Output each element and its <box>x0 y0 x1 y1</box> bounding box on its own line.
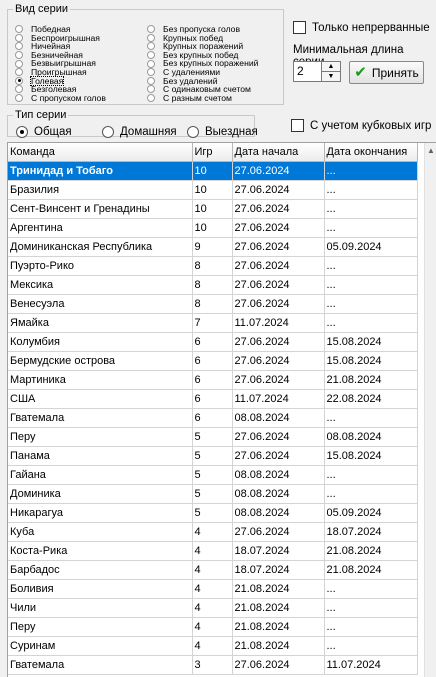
cell-team: Доминиканская Республика <box>8 237 192 256</box>
cell-end-date: 18.07.2024 <box>324 522 417 541</box>
table-row[interactable] <box>8 332 417 351</box>
cell-games: 6 <box>192 408 232 427</box>
cell-team: Чили <box>8 598 192 617</box>
cell-end-date: 08.08.2024 <box>324 427 417 446</box>
radio-icon[interactable] <box>15 34 23 42</box>
series-kind-label: Крупных поражений <box>163 41 244 52</box>
cell-start-date: 27.06.2024 <box>232 370 324 389</box>
vertical-scrollbar[interactable] <box>424 143 436 677</box>
radio-icon[interactable] <box>147 85 155 93</box>
only-continuous-label: Только непрерванные <box>312 21 430 34</box>
cell-games: 4 <box>192 560 232 579</box>
cell-end-date: 05.09.2024 <box>324 503 417 522</box>
series-type-label: Выездная <box>205 126 258 138</box>
cell-start-date: 27.06.2024 <box>232 180 324 199</box>
cell-team: Куба <box>8 522 192 541</box>
cell-games: 10 <box>192 161 232 180</box>
stepper-arrows[interactable] <box>321 62 340 81</box>
cell-team: Бразилия <box>8 180 192 199</box>
series-kind-label: С удалениями <box>163 66 221 77</box>
cell-team: Перу <box>8 617 192 636</box>
cell-start-date: 11.07.2024 <box>232 313 324 332</box>
column-header-end-date[interactable]: Дата окончания <box>324 143 417 161</box>
cell-end-date: ... <box>324 598 417 617</box>
table-row[interactable] <box>8 579 417 598</box>
cell-start-date: 27.06.2024 <box>232 446 324 465</box>
cell-end-date: ... <box>324 218 417 237</box>
cell-start-date: 27.06.2024 <box>232 275 324 294</box>
cup-games-checkbox[interactable] <box>291 119 431 132</box>
cell-end-date: 15.08.2024 <box>324 351 417 370</box>
column-header-games[interactable]: Игр <box>192 143 232 161</box>
series-type-option-total[interactable] <box>16 126 72 138</box>
table-row[interactable] <box>8 294 417 313</box>
series-type-group <box>7 109 258 138</box>
cell-team: Мартиника <box>8 370 192 389</box>
cell-start-date: 27.06.2024 <box>232 199 324 218</box>
cell-end-date: ... <box>324 199 417 218</box>
radio-icon[interactable] <box>147 60 155 68</box>
radio-icon[interactable] <box>15 85 23 93</box>
series-kind-label: Безвыигрышная <box>31 58 96 69</box>
cell-team: Бермудские острова <box>8 351 192 370</box>
series-kind-label: С пропуском голов <box>31 92 106 103</box>
series-kind-option[interactable] <box>15 94 106 103</box>
series-kind-option[interactable] <box>147 94 258 103</box>
cell-team: Панама <box>8 446 192 465</box>
series-kind-label: Без удалений <box>163 75 218 86</box>
table-body <box>8 161 417 674</box>
cell-end-date: ... <box>324 313 417 332</box>
cell-start-date: 18.07.2024 <box>232 541 324 560</box>
scroll-up-icon[interactable]: ▲ <box>427 145 435 155</box>
table-row[interactable] <box>8 598 417 617</box>
table-header-row <box>8 143 417 161</box>
cell-start-date: 21.08.2024 <box>232 598 324 617</box>
table-row[interactable] <box>8 370 417 389</box>
radio-icon[interactable] <box>147 51 155 59</box>
apply-button-label: Принять <box>371 65 419 80</box>
radio-icon[interactable] <box>15 51 23 59</box>
series-grid <box>8 143 418 675</box>
cell-start-date: 08.08.2024 <box>232 408 324 427</box>
cell-team: Гватемала <box>8 408 192 427</box>
table-row[interactable] <box>8 199 417 218</box>
radio-icon[interactable] <box>15 25 23 33</box>
cell-end-date: ... <box>324 636 417 655</box>
cell-start-date: 27.06.2024 <box>232 256 324 275</box>
cell-games: 4 <box>192 598 232 617</box>
cell-games: 4 <box>192 522 232 541</box>
cell-end-date: 15.08.2024 <box>324 332 417 351</box>
cell-team: Барбадос <box>8 560 192 579</box>
cell-start-date: 27.06.2024 <box>232 522 324 541</box>
cell-team: Никарагуа <box>8 503 192 522</box>
table-row[interactable] <box>8 180 417 199</box>
table-row[interactable] <box>8 389 417 408</box>
cell-end-date: ... <box>324 408 417 427</box>
only-continuous-checkbox[interactable] <box>293 21 430 34</box>
table-row[interactable] <box>8 560 417 579</box>
cell-start-date: 27.06.2024 <box>232 655 324 674</box>
table-row[interactable] <box>8 636 417 655</box>
cell-end-date: ... <box>324 579 417 598</box>
stepper-down-icon[interactable]: ▼ <box>322 71 340 81</box>
cell-team: Колумбия <box>8 332 192 351</box>
table-row[interactable] <box>8 503 417 522</box>
cell-games: 5 <box>192 465 232 484</box>
cell-end-date: 21.08.2024 <box>324 370 417 389</box>
radio-icon[interactable] <box>15 60 23 68</box>
table-row[interactable] <box>8 275 417 294</box>
cell-games: 6 <box>192 351 232 370</box>
radio-icon[interactable] <box>147 94 155 102</box>
series-kind-label: Ничейная <box>31 41 71 52</box>
cell-end-date: ... <box>324 484 417 503</box>
cell-team: Пуэрто-Рико <box>8 256 192 275</box>
series-type-label: Общая <box>34 126 72 138</box>
apply-button[interactable] <box>349 61 424 84</box>
cell-team: Тринидад и Тобаго <box>8 161 192 180</box>
series-table[interactable] <box>7 142 436 677</box>
cell-games: 4 <box>192 541 232 560</box>
cell-games: 4 <box>192 636 232 655</box>
table-row[interactable] <box>8 655 417 674</box>
table-row[interactable] <box>8 617 417 636</box>
cell-end-date: 22.08.2024 <box>324 389 417 408</box>
cell-end-date: ... <box>324 275 417 294</box>
cell-end-date: ... <box>324 617 417 636</box>
min-length-stepper[interactable] <box>293 61 341 82</box>
series-kind-label: Без крупных побед <box>163 49 239 60</box>
cell-games: 4 <box>192 579 232 598</box>
series-kind-label: Крупных побед <box>163 32 224 43</box>
cell-start-date: 08.08.2024 <box>232 465 324 484</box>
series-kind-label: Победная <box>31 24 71 34</box>
series-type-legend: Тип серии <box>15 109 67 121</box>
series-kind-label: С разным счетом <box>163 92 232 103</box>
cell-games: 5 <box>192 427 232 446</box>
cell-team: Ямайка <box>8 313 192 332</box>
table-row[interactable] <box>8 237 417 256</box>
cell-team: Сент-Винсент и Гренадины <box>8 199 192 218</box>
cell-start-date: 21.08.2024 <box>232 579 324 598</box>
series-kind-label: Проигрышная <box>31 66 87 77</box>
checkmark-icon: ✔ <box>354 63 367 81</box>
min-length-label: Минимальная длина <box>293 44 404 56</box>
cell-end-date: ... <box>324 256 417 275</box>
radio-icon[interactable] <box>187 126 199 138</box>
cell-team: Гватемала <box>8 655 192 674</box>
radio-icon[interactable] <box>15 94 23 102</box>
cell-end-date: ... <box>324 294 417 313</box>
column-header-start-date[interactable]: Дата начала <box>232 143 324 161</box>
stepper-up-icon[interactable]: ▲ <box>327 63 335 70</box>
series-kind-label: Без крупных поражений <box>163 58 259 69</box>
series-kind-label: Безничейная <box>31 49 83 60</box>
radio-icon[interactable] <box>16 126 28 138</box>
cell-start-date: 27.06.2024 <box>232 237 324 256</box>
cell-games: 10 <box>192 218 232 237</box>
cell-games: 7 <box>192 313 232 332</box>
cell-team: Гайана <box>8 465 192 484</box>
cell-start-date: 11.07.2024 <box>232 389 324 408</box>
cell-end-date: 15.08.2024 <box>324 446 417 465</box>
radio-icon[interactable] <box>147 68 155 76</box>
cell-games: 4 <box>192 617 232 636</box>
radio-icon[interactable] <box>102 126 114 138</box>
cell-games: 5 <box>192 484 232 503</box>
radio-icon[interactable] <box>147 25 155 33</box>
cell-end-date: 11.07.2024 <box>324 655 417 674</box>
series-kind-label: С одинаковым счетом <box>163 84 251 95</box>
series-kind-label: Беспроигрышная <box>31 32 100 43</box>
cell-team: Боливия <box>8 579 192 598</box>
table-row[interactable] <box>8 541 417 560</box>
series-type-option-away[interactable] <box>187 126 258 138</box>
column-header-team[interactable]: Команда <box>8 143 192 161</box>
cell-start-date: 08.08.2024 <box>232 484 324 503</box>
table-row[interactable] <box>8 427 417 446</box>
min-length-value[interactable]: 2 <box>297 64 304 78</box>
cell-games: 10 <box>192 180 232 199</box>
series-kind-group <box>7 4 284 105</box>
table-row[interactable] <box>8 484 417 503</box>
cell-end-date: 21.08.2024 <box>324 541 417 560</box>
cell-games: 6 <box>192 332 232 351</box>
checkbox-box[interactable] <box>293 21 306 34</box>
series-kind-label: Голевая <box>31 75 64 86</box>
radio-icon[interactable] <box>147 77 155 85</box>
cell-start-date: 08.08.2024 <box>232 503 324 522</box>
radio-icon[interactable] <box>147 34 155 42</box>
cell-games: 8 <box>192 275 232 294</box>
table-row[interactable] <box>8 446 417 465</box>
cell-start-date: 27.06.2024 <box>232 332 324 351</box>
table-row[interactable] <box>8 313 417 332</box>
table-row[interactable] <box>8 408 417 427</box>
series-type-option-home[interactable] <box>102 126 177 138</box>
cell-team: Доминика <box>8 484 192 503</box>
cell-end-date: ... <box>324 161 417 180</box>
cell-team: Перу <box>8 427 192 446</box>
cell-team: США <box>8 389 192 408</box>
cell-team: Венесуэла <box>8 294 192 313</box>
cell-start-date: 27.06.2024 <box>232 161 324 180</box>
cell-end-date: 21.08.2024 <box>324 560 417 579</box>
cell-start-date: 27.06.2024 <box>232 294 324 313</box>
cell-games: 8 <box>192 256 232 275</box>
table-row[interactable] <box>8 161 417 180</box>
cup-games-label: С учетом кубковых игр <box>310 119 432 132</box>
cell-start-date: 21.08.2024 <box>232 636 324 655</box>
cell-games: 5 <box>192 446 232 465</box>
cell-end-date: ... <box>324 180 417 199</box>
radio-icon[interactable] <box>15 42 23 50</box>
cell-games: 9 <box>192 237 232 256</box>
cell-start-date: 27.06.2024 <box>232 427 324 446</box>
cell-games: 6 <box>192 370 232 389</box>
series-kind-column-1 <box>15 25 106 102</box>
table-row[interactable] <box>8 218 417 237</box>
cell-start-date: 18.07.2024 <box>232 560 324 579</box>
cell-games: 5 <box>192 503 232 522</box>
cell-team: Коста-Рика <box>8 541 192 560</box>
cell-team: Аргентина <box>8 218 192 237</box>
checkbox-box[interactable] <box>291 119 304 132</box>
table-row[interactable] <box>8 351 417 370</box>
cell-start-date: 21.08.2024 <box>232 617 324 636</box>
radio-icon[interactable] <box>147 42 155 50</box>
cell-games: 10 <box>192 199 232 218</box>
series-kind-column-2 <box>147 25 258 102</box>
cell-games: 3 <box>192 655 232 674</box>
series-kind-label: Без пропуска голов <box>163 24 241 34</box>
series-kind-legend: Вид серии <box>15 3 68 15</box>
series-kind-label: Безголевая <box>31 84 77 95</box>
radio-icon[interactable] <box>15 77 23 85</box>
cell-team: Суринам <box>8 636 192 655</box>
table-row[interactable] <box>8 522 417 541</box>
cell-team: Мексика <box>8 275 192 294</box>
cell-start-date: 27.06.2024 <box>232 351 324 370</box>
cell-end-date: ... <box>324 465 417 484</box>
cell-games: 6 <box>192 389 232 408</box>
cell-games: 8 <box>192 294 232 313</box>
table-row[interactable] <box>8 256 417 275</box>
series-type-label: Домашняя <box>120 126 177 138</box>
radio-icon[interactable] <box>15 68 23 76</box>
cell-end-date: 05.09.2024 <box>324 237 417 256</box>
cell-start-date: 27.06.2024 <box>232 218 324 237</box>
table-row[interactable] <box>8 465 417 484</box>
